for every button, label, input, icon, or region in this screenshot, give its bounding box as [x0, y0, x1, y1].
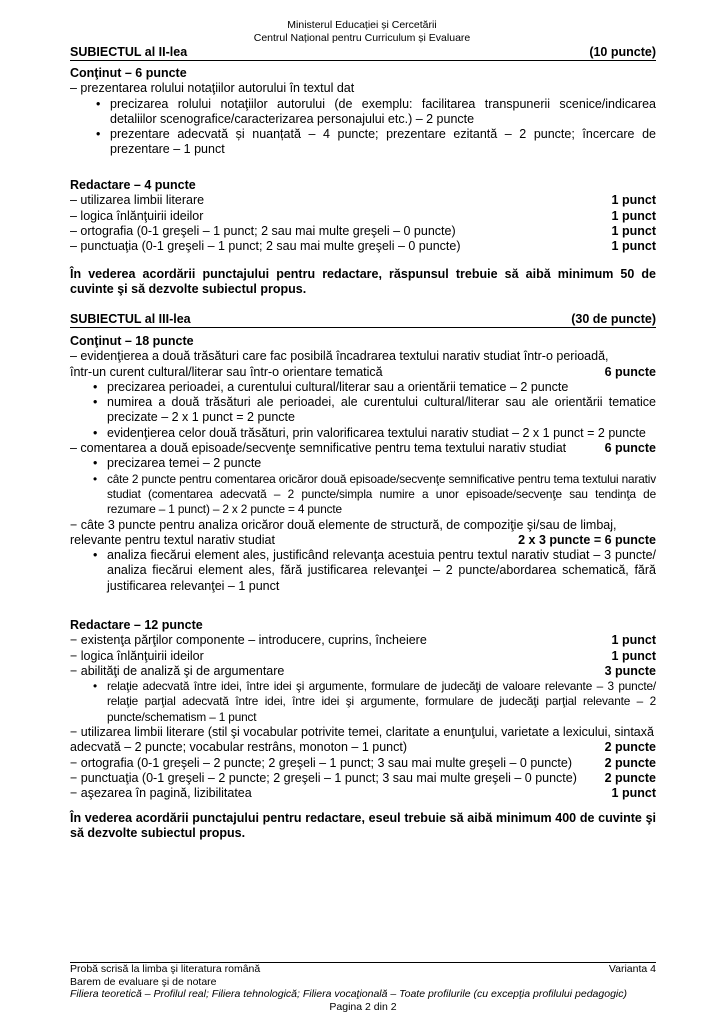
s2-red-row: [70, 193, 656, 208]
s2-red-points: 1 punct: [611, 239, 656, 254]
footer-barem: Barem de evaluare şi de notare: [70, 975, 217, 988]
footer-page-number: Pagina 2 din 2: [329, 1000, 397, 1013]
section-2-title: SUBIECTUL al II-lea: [70, 45, 188, 59]
footer-profiles: Filiera teoretică – Profilul real; Filiera tehnologică; Filiera vocaţională – Toate profilurile (cu excepţia profilului pedagogic): [70, 988, 627, 1000]
footer-exam-name: Probă scrisă la limba şi literatura română: [70, 963, 261, 975]
footer-variant: Varianta 4: [608, 963, 656, 975]
s3-red-points: 1 punct: [611, 786, 656, 801]
s3-item-2-points: 6 puncte: [604, 441, 656, 456]
s3-red-row: [70, 771, 656, 786]
s2-red-row: [70, 224, 656, 239]
s3-item-1-bullet: • evidenţierea celor două trăsături, prin valorificarea textului narativ studiat – 2 x 1 punct = 2 puncte: [87, 426, 656, 441]
s3-item-1-text: într-un curent cultural/literar sau într-o orientare tematică: [70, 364, 383, 379]
s3-item-2-text: – comentarea a două episoade/secvenţe semnificative pentru tema textului narativ studiat: [70, 441, 567, 456]
s2-red-text: – logica înlănţuirii ideilor: [70, 208, 204, 223]
s3-red-text: − ortografia (0-1 greşeli – 2 puncte; 2 greşeli – 1 punct; 3 sau mai multe greşeli – 0 puncte): [70, 755, 573, 770]
s3-red-points: 2 puncte: [604, 770, 656, 785]
s2-content-heading: Conţinut – 6 puncte: [70, 66, 187, 80]
footer-line-1: [70, 963, 656, 976]
section-3-title: SUBIECTUL al III-lea: [70, 312, 191, 326]
section-3-content: [70, 334, 656, 594]
s2-red-text: – ortografia (0-1 greşeli – 1 punct; 2 sau mai multe greşeli – 0 puncte): [70, 223, 456, 238]
s3-item-1-line-2: [70, 365, 656, 380]
s2-item-1: – prezentarea rolului notaţiilor autorului în textul dat: [70, 81, 355, 96]
s3-item-1-points: 6 puncte: [604, 364, 656, 379]
section-2-content: [70, 66, 656, 158]
s3-item-2-bullet: • precizarea temei – 2 puncte: [87, 456, 656, 471]
s3-item-3-text: relevante pentru textul narativ studiat: [70, 532, 275, 547]
s3-content-heading: Conţinut – 18 puncte: [70, 334, 194, 348]
s3-lit-points: 2 puncte: [604, 740, 656, 755]
document-footer: [70, 962, 656, 1013]
section-2-redactare: [70, 178, 656, 254]
s3-red-row: [70, 786, 656, 801]
s3-item-3-line-1: − câte 3 puncte pentru analiza oricăror două elemente de structură, de compoziţie şi/sau de limbaj,: [70, 517, 617, 532]
s2-red-text: – punctuaţia (0-1 greşeli – 1 punct; 2 sau mai multe greşeli – 0 puncte): [70, 239, 461, 254]
s3-item-2: [70, 441, 656, 456]
s3-item-3-line-2: [70, 533, 656, 548]
s3-item-1-bullet: • numirea a două trăsături ale perioadei, ale curentului cultural/literar sau ale orientării tematice precizate – 2 x 1 punct = 2 puncte: [87, 395, 656, 426]
s2-bullet-1: • precizarea rolului notaţiilor autorului (de exemplu: facilitarea transpunerii scenice/indicarea detaliilor scenografice/caracterizarea personajului etc.) – 2 puncte: [90, 97, 656, 128]
section-3-points: (30 de puncte): [571, 312, 656, 326]
s2-red-text: – utilizarea limbii literare: [70, 193, 205, 208]
s3-item-1-bullet: • precizarea perioadei, a curentului cultural/literar sau a orientării tematice – 2 puncte: [87, 380, 656, 395]
s3-lit-line-1: − utilizarea limbii literare (stil şi vocabular potrivite temei, claritate a enunţului, varietate a lexicului, sintaxă: [70, 725, 654, 740]
s2-red-points: 1 punct: [611, 223, 656, 238]
s3-red-row: [70, 649, 656, 664]
s3-note: În vederea acordării punctajului pentru redactare, eseul trebuie să aibă minimum 400 de cuvinte şi să dezvolte subiectul propus.: [70, 811, 656, 841]
s3-lit-text: adecvată – 2 puncte; vocabular restrâns, monoton – 1 punct): [70, 740, 408, 755]
s2-red-row: [70, 209, 656, 224]
s2-note: În vederea acordării punctajului pentru redactare, răspunsul trebuie să aibă minimum 50 de cuvinte şi să dezvolte subiectul propus.: [70, 267, 656, 297]
s3-redactare-heading: Redactare – 12 puncte: [70, 618, 203, 632]
s3-red-points: 1 punct: [611, 648, 656, 663]
s3-item-2-bullet: • câte 2 puncte pentru comentarea oricăror două episoade/secvenţe semnificative pentru tema textului narativ studiat (comentarea adecvată – 2 puncte/simpla numire a unor episoade/secvenţe sau tendinţa de rezumare – 1 punct) – 2 x 2 puncte = 4 puncte: [87, 472, 656, 518]
s2-red-points: 1 punct: [611, 208, 656, 223]
center-name: Centrul Național pentru Curriculum și Evaluare: [253, 31, 471, 44]
s2-bullet-2: • prezentare adecvată și nuanțată – 4 puncte; prezentare ezitantă – 2 puncte; încercare de prezentare – 1 punct: [90, 127, 656, 158]
s3-red-bullet: • relaţie adecvată între idei, între idei şi argumente, formulare de judecăţi de valoare relevante – 3 puncte/ relaţie parţial adecvată între idei, între idei şi argumente, formulare de judecăţi parţial relevante – 2 puncte/schematism – 1 punct: [87, 679, 656, 725]
s3-red-row: [70, 633, 656, 648]
section-3-redactare: [70, 618, 656, 802]
s3-red-text: − punctuaţia (0-1 greşeli – 2 puncte; 2 greşeli – 1 punct; 3 sau mai multe greşeli – 0 puncte): [70, 770, 577, 785]
s3-red-text: − abilităţi de analiză şi de argumentare: [70, 663, 285, 678]
s2-redactare-heading: Redactare – 4 puncte: [70, 178, 196, 192]
section-2-heading: [70, 45, 656, 61]
s2-red-points: 1 punct: [611, 193, 656, 208]
s3-red-points: 1 punct: [611, 633, 656, 648]
s3-red-row: [70, 756, 656, 771]
s3-red-points: 2 puncte: [604, 755, 656, 770]
s3-item-3-points: 2 x 3 puncte = 6 puncte: [518, 532, 656, 547]
document-header: [0, 19, 724, 44]
section-3-heading: [70, 312, 656, 328]
s3-item-1-line-1: – evidenţierea a două trăsături care fac posibilă încadrarea textului narativ studiat într-o perioadă,: [70, 349, 609, 364]
s3-red-text: − existenţa părţilor componente – introducere, cuprins, încheiere: [70, 633, 427, 648]
s3-lit-line-2: [70, 740, 656, 755]
s2-red-row: [70, 239, 656, 254]
s3-red-row: [70, 664, 656, 679]
s3-red-text: − aşezarea în pagină, lizibilitatea: [70, 786, 252, 801]
s3-item-3-bullet: • analiza fiecărui element ales, justificând relevanţa acestuia pentru textul narativ studiat – 3 puncte/ analiza fiecărui element ales, fără justificarea relevanţei – 2 puncte/abordarea schematică, fără justificarea relevanţei – 1 punct: [87, 548, 656, 594]
section-2-points: (10 puncte): [589, 45, 656, 59]
ministry-name: Ministerul Educației și Cercetării: [287, 19, 437, 31]
s3-red-text: − logica înlănţuirii ideilor: [70, 648, 204, 663]
s3-red-points: 3 puncte: [604, 663, 656, 678]
